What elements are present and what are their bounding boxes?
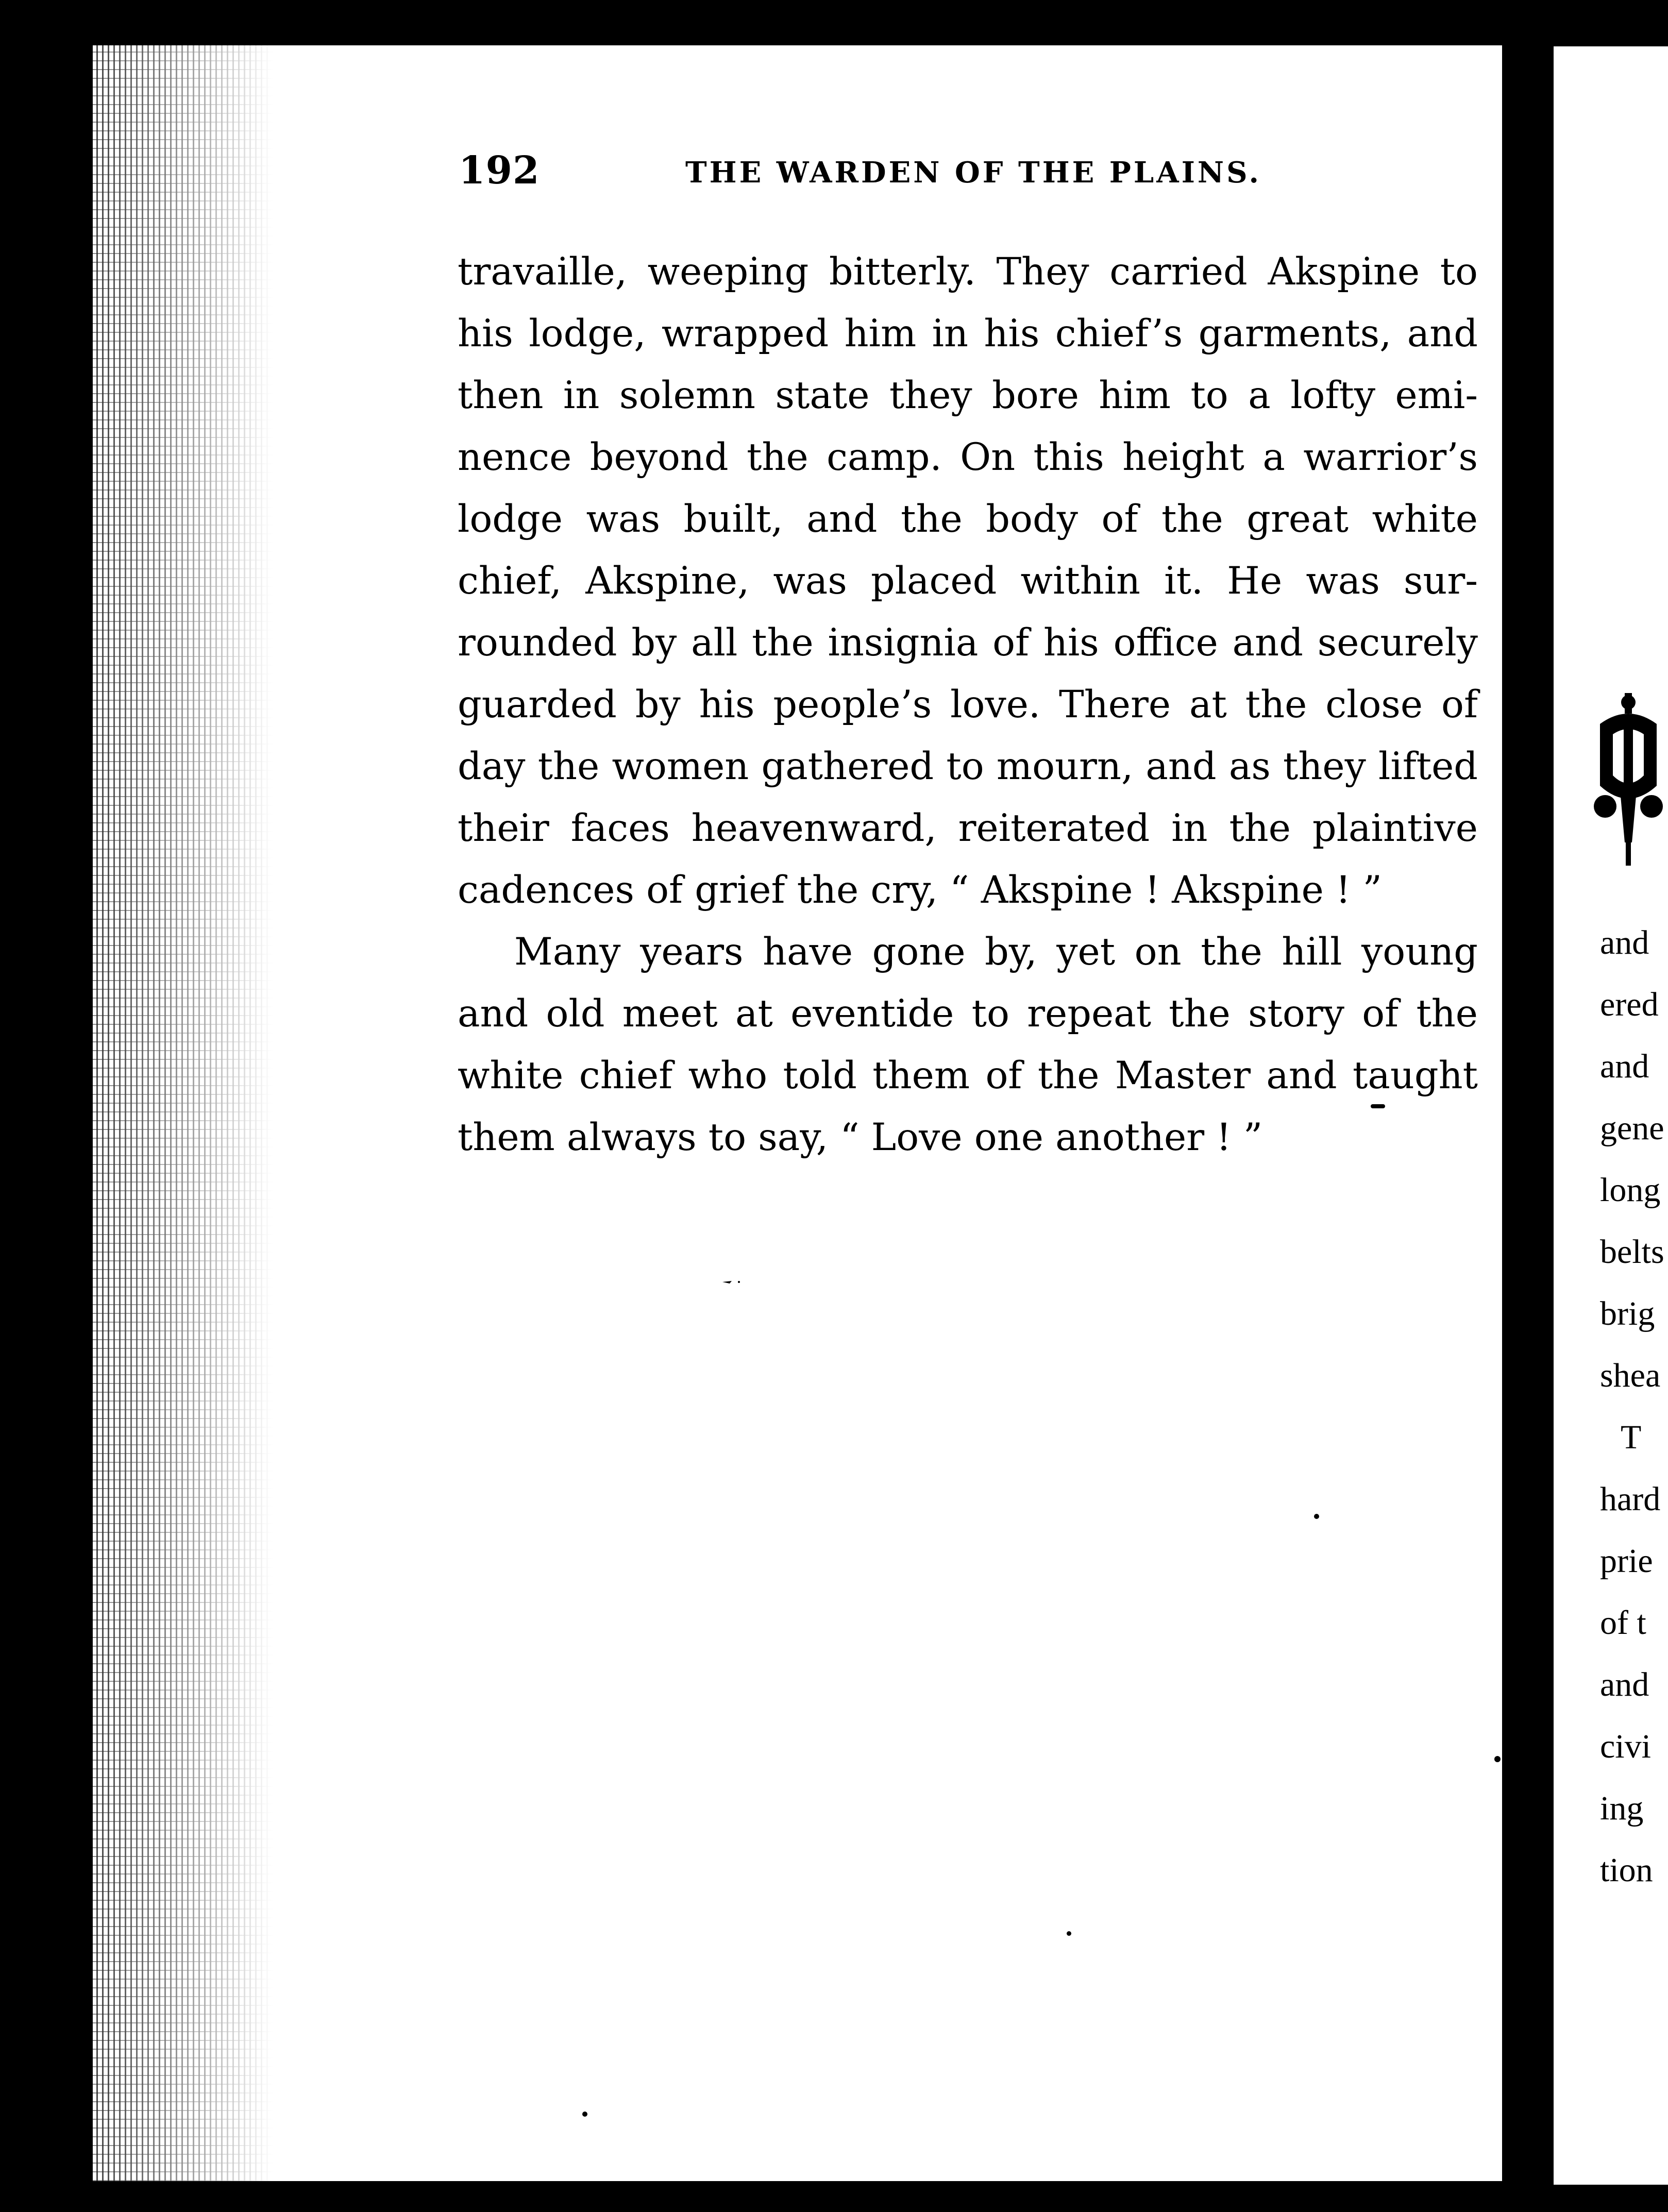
text-line: Many years have gone by, yet on the hill young xyxy=(514,930,1478,974)
text-fragment: prie xyxy=(1600,1542,1653,1580)
text-line: nence beyond the camp. On this height a warrior’s xyxy=(458,435,1478,479)
text-line: cadences of grief the cry, “ Akspine ! Akspine ! ” xyxy=(458,868,1382,912)
text-line: them always to say, “ Love one another ! ” xyxy=(458,1116,1263,1159)
text-line: his lodge, wrapped him in his chief’s garments, and xyxy=(458,312,1478,356)
text-fragment: belts xyxy=(1600,1233,1664,1271)
text-line: lodge was built, and the body of the great white xyxy=(458,497,1478,541)
text-line: travaille, weeping bitterly. They carried Akspine to xyxy=(458,250,1478,294)
text-fragment: and xyxy=(1600,924,1649,961)
ornamental-initial-icon xyxy=(1590,693,1667,868)
text-line: their faces heavenward, reiterated in the plaintive xyxy=(458,806,1478,850)
text-fragment: tion xyxy=(1600,1851,1653,1889)
text-fragment: gene xyxy=(1600,1109,1664,1147)
text-fragment: hard xyxy=(1600,1480,1661,1518)
speck xyxy=(1371,1104,1385,1108)
page-number: 192 xyxy=(459,148,540,193)
text-fragment: of t xyxy=(1600,1604,1646,1642)
text-fragment: shea xyxy=(1600,1357,1661,1394)
text-line: guarded by his people’s love. There at the close of xyxy=(458,683,1478,727)
text-line: day the women gathered to mourn, and as they lifted xyxy=(458,745,1478,788)
end-mark-icon xyxy=(721,1279,742,1285)
body-text xyxy=(458,241,1478,1169)
paragraph xyxy=(458,921,1478,1169)
left-page xyxy=(57,45,1502,2181)
text-line: chief, Akspine, was placed within it. He was sur- xyxy=(458,559,1478,603)
speck xyxy=(1494,1756,1501,1762)
speck xyxy=(1067,1931,1071,1936)
paragraph xyxy=(458,241,1478,921)
running-head: THE WARDEN OF THE PLAINS. xyxy=(685,156,1262,190)
text-fragment: and xyxy=(1600,1048,1649,1085)
page-gutter-speckle xyxy=(57,45,273,2181)
speck xyxy=(582,2112,587,2117)
text-fragment: ing xyxy=(1600,1789,1644,1827)
speck xyxy=(1314,1514,1319,1519)
facing-page-text xyxy=(1600,912,1668,1901)
text-line: rounded by all the insignia of his office and securely xyxy=(458,621,1478,665)
text-fragment: ered xyxy=(1600,986,1659,1023)
text-line: white chief who told them of the Master and taught xyxy=(458,1054,1478,1097)
text-fragment: and xyxy=(1600,1666,1649,1703)
text-line: then in solemn state they bore him to a lofty emi- xyxy=(458,374,1478,417)
page-header xyxy=(459,148,1502,205)
facing-page-fragment xyxy=(1554,46,1668,2185)
text-fragment: long xyxy=(1600,1171,1661,1209)
text-fragment: T xyxy=(1621,1419,1642,1456)
text-line: and old meet at eventide to repeat the story of the xyxy=(458,992,1478,1036)
text-fragment: civi xyxy=(1600,1728,1651,1765)
text-fragment: brig xyxy=(1600,1295,1655,1332)
